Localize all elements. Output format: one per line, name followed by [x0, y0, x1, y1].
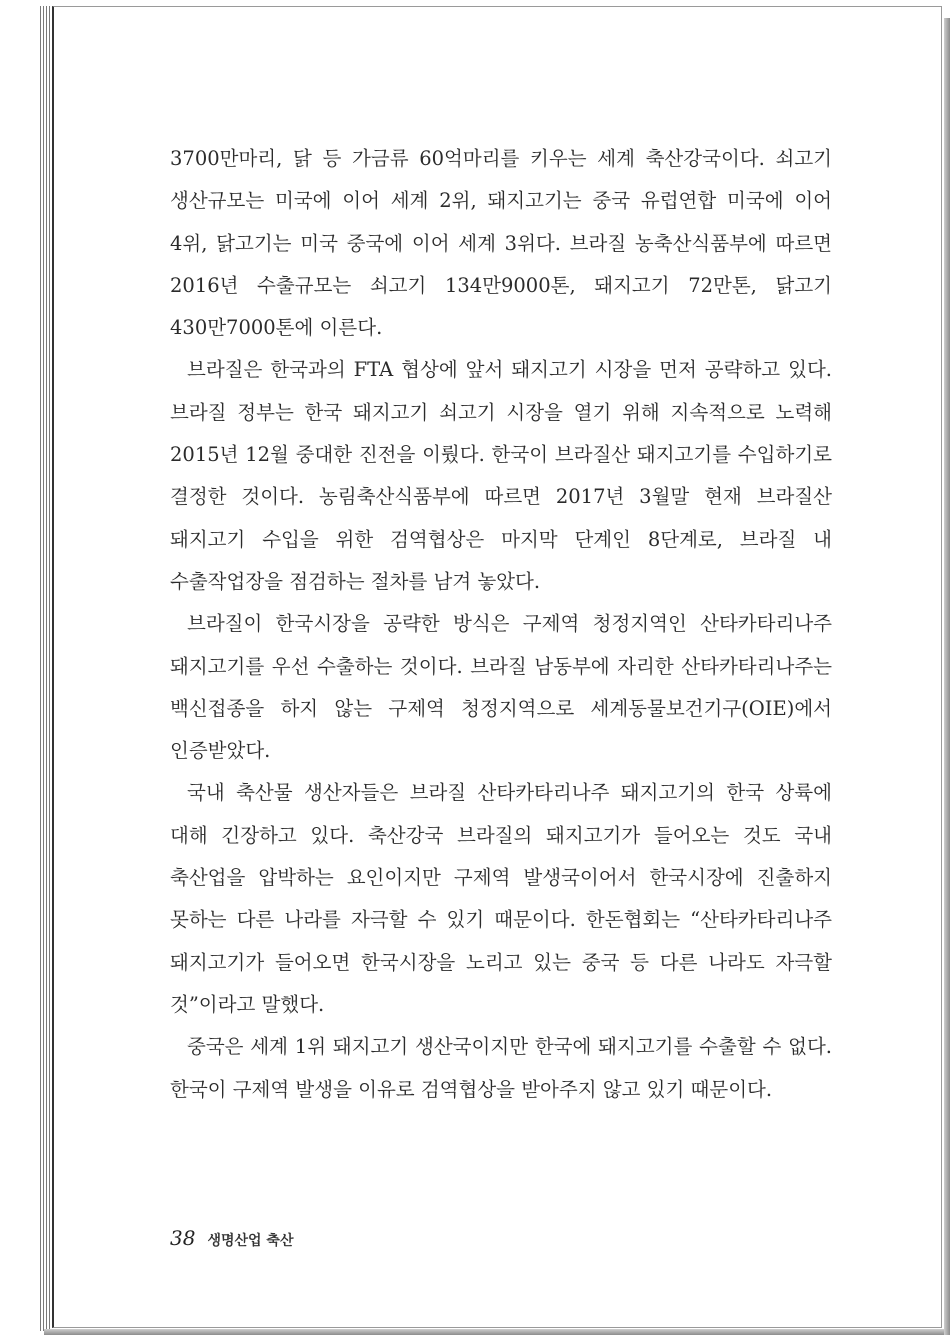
body-text	[170, 138, 832, 1111]
paragraph-3: 브라질이 한국시장을 공략한 방식은 구제역 청정지역인 산타카타리나주 돼지고기를 우선 수출하는 것이다. 브라질 남동부에 자리한 산타카타리나주는 백신접종을 하지 않는 구제역 청정지역으로 세계동물보건기구(OIE)에서 인증받았다.	[170, 612, 832, 763]
running-title: 생명산업 축산	[207, 1233, 294, 1249]
paragraph-2: 브라질은 한국과의 FTA 협상에 앞서 돼지고기 시장을 먼저 공략하고 있다. 브라질 정부는 한국 돼지고기 쇠고기 시장을 열기 위해 지속적으로 노력해 2015년 12월 중대한 진전을 이뤘다. 한국이 브라질산 돼지고기를 수입하기로 결정한 것이다. 농림축산식품부에 따르면 2017년 3월말 현재 브라질산 돼지고기 수입을 위한 검역협상은 마지막 단계인 8단계로, 브라질 내 수출작업장을 점검하는 절차를 남겨 놓았다.	[170, 358, 832, 593]
page-edge-line	[40, 6, 41, 1331]
paragraph-4: 국내 축산물 생산자들은 브라질 산타카타리나주 돼지고기의 한국 상륙에 대해 긴장하고 있다. 축산강국 브라질의 돼지고기가 들어오는 것도 국내 축산업을 압박하는 요인이지만 구제역 발생국이어서 한국시장에 진출하지 못하는 다른 나라를 자극할 수 있기 때문이다. 한돈협회는 “산타카타리나주 돼지고기가 들어오면 한국시장을 노리고 있는 중국 등 다른 나라도 자극할 것”이라고 말했다.	[170, 781, 832, 1016]
page-shadow-bottom	[44, 1329, 944, 1335]
page-footer	[170, 1226, 293, 1254]
stacked-page-edges	[0, 0, 60, 1335]
paragraph-5: 중국은 세계 1위 돼지고기 생산국이지만 한국에 돼지고기를 수출할 수 없다. 한국이 구제역 발생을 이유로 검역협상을 받아주지 않고 있기 때문이다.	[170, 1035, 832, 1101]
page-edge-line	[46, 6, 47, 1331]
paragraph-1: 3700만마리, 닭 등 가금류 60억마리를 키우는 세계 축산강국이다. 쇠고기 생산규모는 미국에 이어 세계 2위, 돼지고기는 중국 유럽연합 미국에 이어 4위, 닭고기는 미국 중국에 이어 세계 3위다. 브라질 농축산식품부에 따르면 2016년 수출규모는 쇠고기 134만9000톤, 돼지고기 72만톤, 닭고기 430만7000톤에 이른다.	[170, 147, 832, 340]
page-edge-line	[49, 6, 50, 1331]
page-number: 38	[170, 1226, 196, 1250]
page-shadow-right	[944, 18, 950, 1335]
page-edge-line	[43, 6, 44, 1331]
